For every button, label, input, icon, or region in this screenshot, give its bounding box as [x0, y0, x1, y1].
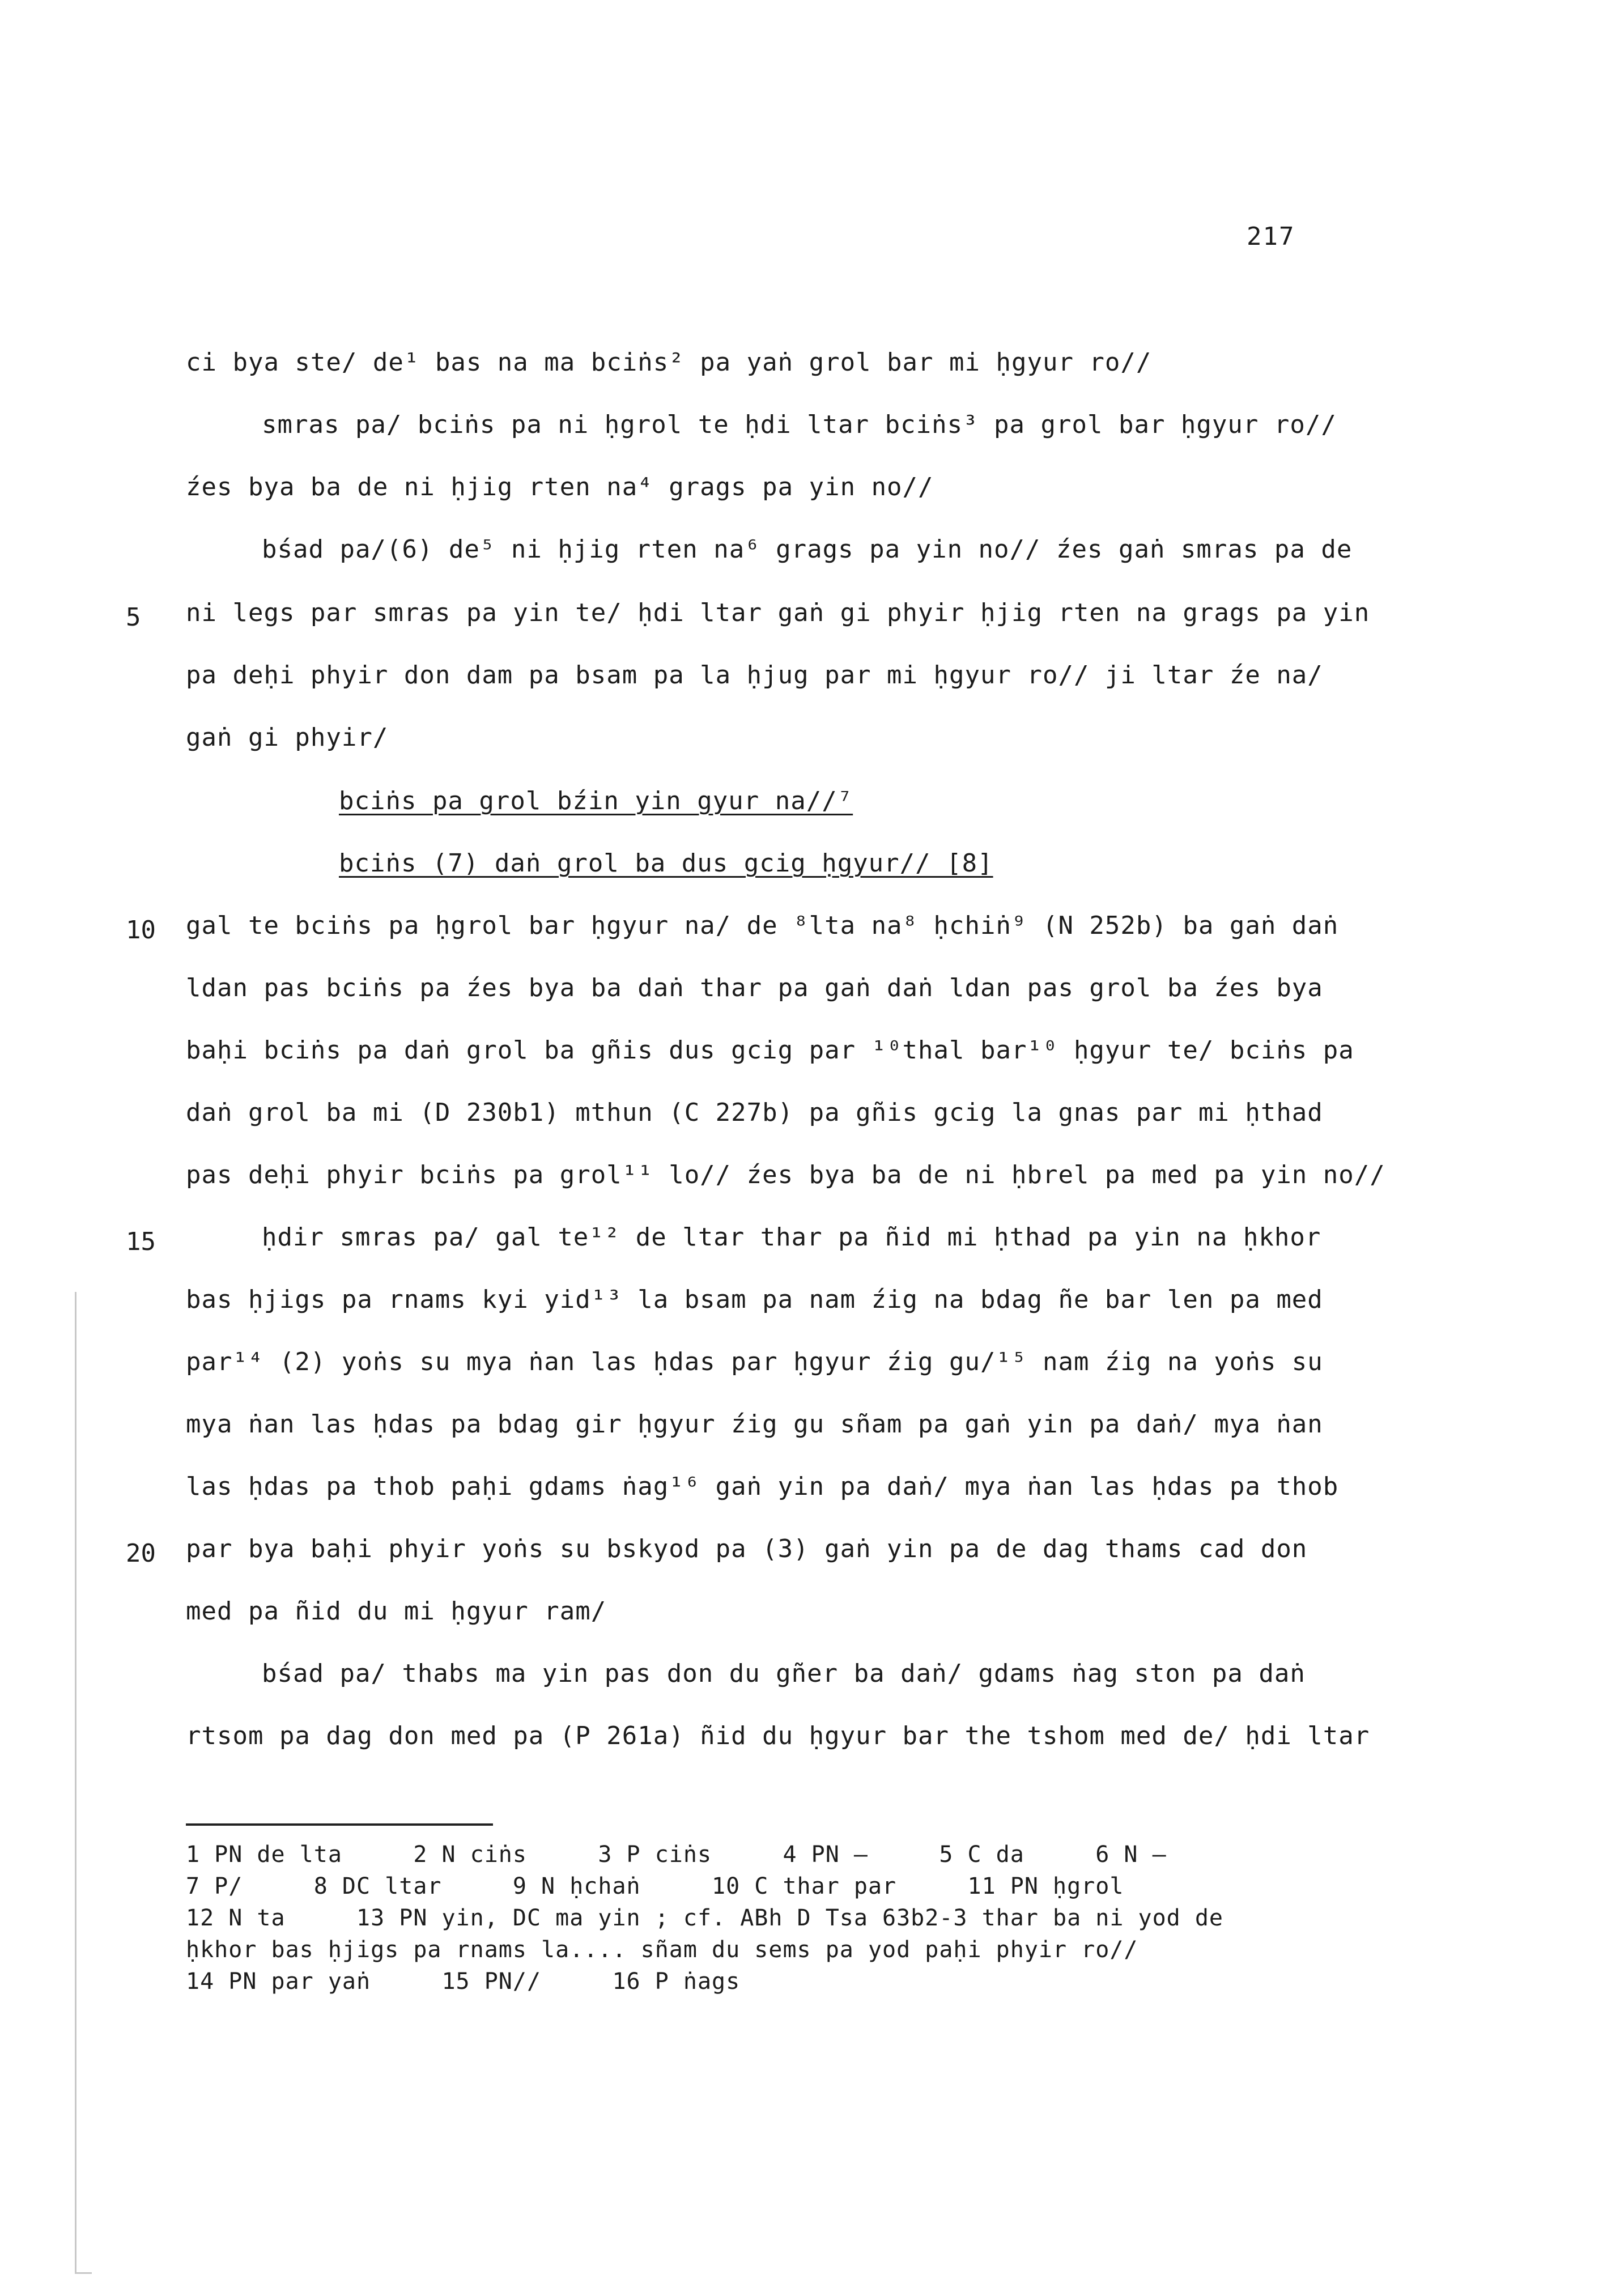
- page-number: 217: [1247, 222, 1295, 251]
- text-line-11: ldan pas bciṅs pa źes bya ba daṅ thar pa gaṅ daṅ ldan pas grol ba źes bya: [186, 973, 1323, 1002]
- text-line-6: pa deḥi phyir don dam pa bsam pa la ḥjug par mi ḥgyur ro// ji ltar źe na/: [186, 661, 1323, 690]
- text-line-16: bas ḥjigs pa rnams kyi yid¹³ la bsam pa nam źig na bdag ñe bar len pa med: [186, 1285, 1323, 1314]
- text-line-1: ci bya ste/ de¹ bas na ma bciṅs² pa yaṅ grol bar mi ḥgyur ro//: [186, 348, 1152, 377]
- text-line-15: ḥdir smras pa/ gal te¹² de ltar thar pa ñid mi ḥthad pa yin na ḥkhor: [262, 1223, 1321, 1252]
- text-line-21: med pa ñid du mi ḥgyur ram/: [186, 1597, 607, 1626]
- text-line-13: daṅ grol ba mi (D 230b1) mthun (C 227b) pa gñis gcig la gnas par mi ḥthad: [186, 1098, 1323, 1127]
- footnote-line-4: ḥkhor bas ḥjigs pa rnams la.... sñam du sems pa yod paḥi phyir ro//: [186, 1937, 1138, 1963]
- footnote-line-5: 14 PN par yaṅ 15 PN// 16 P ṅags: [186, 1968, 741, 1995]
- text-line-17: par¹⁴ (2) yoṅs su mya ṅan las ḥdas par ḥgyur źig gu/¹⁵ nam źig na yoṅs su: [186, 1347, 1323, 1376]
- text-line-10: gal te bciṅs pa ḥgrol bar ḥgyur na/ de ⁸lta na⁸ ḥchiṅ⁹ (N 252b) ba gaṅ daṅ: [186, 911, 1339, 940]
- text-line-18: mya ṅan las ḥdas pa bdag gir ḥgyur źig gu sñam pa gaṅ yin pa daṅ/ mya ṅan: [186, 1410, 1323, 1439]
- line-number-20: 20: [126, 1539, 156, 1568]
- footnote-rule: [186, 1823, 493, 1826]
- line-number-15: 15: [126, 1227, 156, 1256]
- text-line-14: pas deḥi phyir bciṅs pa grol¹¹ lo// źes bya ba de ni ḥbrel pa med pa yin no//: [186, 1160, 1385, 1189]
- text-line-3: źes bya ba de ni ḥjig rten na⁴ grags pa yin no//: [186, 473, 934, 501]
- verse-line-2: bciṅs (7) daṅ grol ba dus gcig ḥgyur// [8]: [339, 849, 993, 878]
- text-line-22: bśad pa/ thabs ma yin pas don du gñer ba daṅ/ gdams ṅag ston pa daṅ: [262, 1659, 1306, 1688]
- text-line-4: bśad pa/(6) de⁵ ni ḥjig rten na⁶ grags pa yin no// źes gaṅ smras pa de: [262, 535, 1353, 564]
- footnote-line-3: 12 N ta 13 PN yin, DC ma yin ; cf. ABh D Tsa 63b2-3 thar ba ni yod de: [186, 1905, 1223, 1931]
- scan-margin-line: [75, 1292, 76, 2272]
- text-line-23: rtsom pa dag don med pa (P 261a) ñid du ḥgyur bar the tshom med de/ ḥdi ltar: [186, 1721, 1370, 1750]
- text-line-2: smras pa/ bciṅs pa ni ḥgrol te ḥdi ltar bciṅs³ pa grol bar ḥgyur ro//: [262, 410, 1337, 439]
- text-line-19: las ḥdas pa thob paḥi gdams ṅag¹⁶ gaṅ yin pa daṅ/ mya ṅan las ḥdas pa thob: [186, 1472, 1339, 1501]
- text-line-20: par bya baḥi phyir yoṅs su bskyod pa (3) gaṅ yin pa de dag thams cad don: [186, 1534, 1308, 1563]
- text-line-7: gaṅ gi phyir/: [186, 723, 389, 752]
- line-number-10: 10: [126, 916, 156, 945]
- verse-line-1: bciṅs pa grol bźin yin gyur na//⁷: [339, 786, 853, 815]
- footnote-line-1: 1 PN de lta 2 N ciṅs 3 P ciṅs 4 PN — 5 C da 6 N —: [186, 1842, 1167, 1868]
- text-line-12: baḥi bciṅs pa daṅ grol ba gñis dus gcig par ¹⁰thal bar¹⁰ ḥgyur te/ bciṅs pa: [186, 1036, 1354, 1065]
- line-number-5: 5: [126, 603, 141, 632]
- text-line-5: ni legs par smras pa yin te/ ḥdi ltar gaṅ gi phyir ḥjig rten na grags pa yin: [186, 598, 1370, 627]
- scan-margin-corner: [75, 2272, 92, 2274]
- footnote-line-2: 7 P/ 8 DC ltar 9 N ḥchaṅ 10 C thar par 11 PN ḥgrol: [186, 1873, 1124, 1899]
